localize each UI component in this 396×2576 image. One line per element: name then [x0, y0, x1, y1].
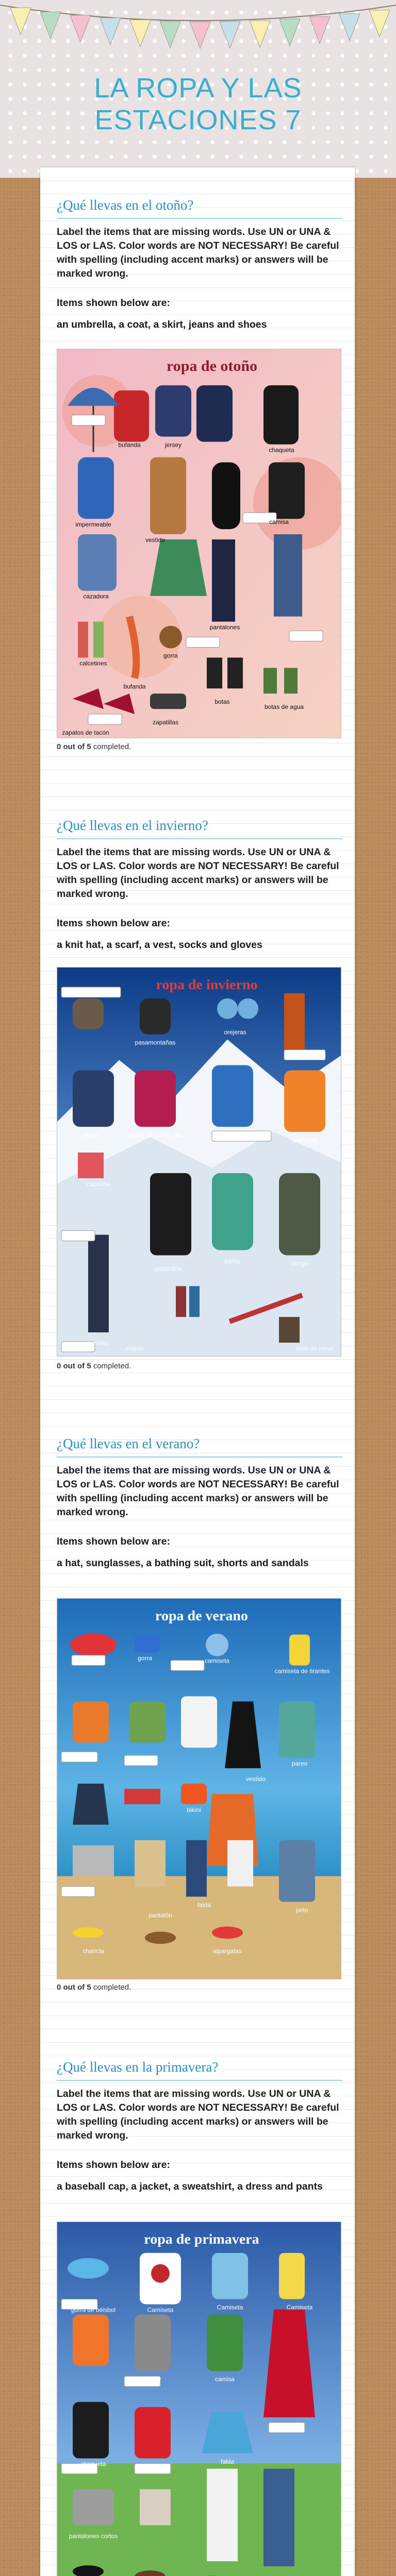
poster-item-label: alpargatas — [213, 1947, 242, 1955]
labeling-poster-otono — [57, 349, 341, 738]
items-title: Items shown below are: — [57, 297, 170, 309]
poster-image — [57, 968, 341, 1356]
poster-item-label: impermeable — [75, 521, 111, 529]
bunting-flag — [40, 12, 61, 39]
poster-item-label: pantalones — [209, 623, 240, 631]
items-list: an umbrella, a coat, a skirt, jeans and shoes — [57, 319, 267, 330]
bunting-flag — [160, 21, 180, 48]
items-list: a knit hat, a scarf, a vest, socks and gloves — [57, 939, 262, 951]
poster-item-label: chaqueta — [269, 446, 294, 454]
instructions-text: Label the items that are missing words. Use UN or UNA & LOS or LAS. Color words are NOT NECESSARY! Be careful with spelling (including accent marks) or answers will be marked wrong. — [57, 226, 339, 279]
content-card — [40, 167, 355, 2576]
svg-text:ropa de primavera: ropa de primavera — [144, 2231, 259, 2247]
items-title: Items shown below are: — [57, 2159, 170, 2171]
poster-item-label: vestido — [246, 1775, 266, 1783]
poster-item-label: Camiseta — [217, 2303, 243, 2311]
poster-item-label: bikini — [187, 1806, 201, 1814]
poster-item-label: bufanda — [118, 441, 141, 449]
labeling-poster-invierno — [57, 967, 341, 1357]
bunting-flag — [339, 14, 360, 41]
section-heading: ¿Qué llevas en el verano? — [57, 1436, 200, 1451]
poster-item-label: pasamontañas — [135, 1039, 176, 1046]
bunting-flag — [10, 8, 31, 35]
poster-item-label: cazadora — [83, 592, 109, 600]
section-heading: ¿Qué llevas en el otoño? — [57, 197, 194, 213]
poster-item-label: camisa — [215, 2376, 235, 2383]
poster-item-label: vestido — [145, 536, 165, 544]
poster-item-label: jersey — [144, 2376, 161, 2383]
bunting-flag — [250, 21, 270, 47]
heading-divider — [57, 2080, 342, 2081]
poster-item-label: bota de nieve — [296, 1345, 334, 1352]
bunting-flag — [130, 20, 151, 46]
bunting-flag — [220, 22, 240, 48]
poster-item-label: esquís — [125, 1345, 144, 1352]
poster-item-label: peto — [296, 1906, 308, 1914]
poster-item-label: Camiseta — [286, 2303, 313, 2311]
poster-item-label: pantalones — [78, 1340, 109, 1347]
bunting-flag — [100, 18, 121, 45]
page-title: LA ROPA Y LAS ESTACIONES 7 — [94, 73, 302, 135]
items-list: a hat, sunglasses, a bathing suit, shorts and sandals — [57, 1557, 309, 1569]
items-title: Items shown below are: — [57, 918, 170, 929]
poster-item-label: camiseta de tirantes — [274, 1667, 330, 1675]
heading-divider — [57, 1456, 342, 1458]
poster-item-label: chaqueta — [292, 1137, 318, 1144]
poster-item-label: jersey de cuello alto — [128, 1131, 183, 1139]
poster-item-label: pantalones cortos — [69, 2532, 118, 2540]
items-list: a baseball cap, a jacket, a sweatshirt, a dress and pants — [57, 2181, 323, 2192]
section-verano — [40, 1436, 355, 2049]
poster-item-label: bufanda — [123, 683, 146, 690]
poster-item-label: botas — [214, 698, 230, 706]
poster-item-label: jersey — [82, 1131, 99, 1139]
labeling-poster-verano — [57, 1598, 341, 1979]
poster-item-label: calcetines — [79, 659, 107, 667]
poster-item-label: camisa — [269, 518, 289, 526]
section-otono — [40, 197, 355, 795]
svg-text:ropa de verano: ropa de verano — [155, 1607, 248, 1624]
section-invierno — [40, 818, 355, 1415]
poster-item-label: parka — [225, 1257, 240, 1265]
poster-item-label: Camiseta — [147, 2306, 174, 2314]
poster-item-label: gabardina — [154, 1265, 182, 1273]
heading-divider — [57, 218, 342, 219]
poster-item-label: gorra — [138, 1654, 152, 1662]
poster-item-label: abrigo — [291, 1260, 308, 1267]
poster-item-label: chaqueta — [80, 2460, 106, 2468]
poster-item-label: capucha — [87, 1180, 110, 1188]
instructions-text: Label the items that are missing words. Use UN or UNA & LOS or LAS. Color words are NOT NECESSARY! Be careful with spelling (including accent marks) or answers will be marked wrong. — [57, 846, 339, 900]
svg-text:ropa de otoño: ropa de otoño — [166, 357, 258, 375]
section-heading: ¿Qué llevas en la primavera? — [57, 2059, 219, 2075]
items-title: Items shown below are: — [57, 1536, 170, 1547]
poster-item-label: jersey — [165, 441, 182, 449]
completion-status: 0 out of 5 completed. — [57, 1983, 131, 1992]
labeling-poster-primavera — [57, 2222, 341, 2576]
bunting-flag — [70, 15, 91, 42]
poster-item-label: pareo — [291, 1760, 308, 1768]
bunting-flag — [369, 10, 390, 37]
instructions-text: Label the items that are missing words. Use UN or UNA & LOS or LAS. Color words are NOT NECESSARY! Be careful with spelling (including accent marks) or answers will be marked wrong. — [57, 1465, 339, 1518]
poster-item-label: orejeras — [224, 1028, 246, 1036]
bunting-flag — [279, 19, 300, 46]
poster-item-label: gorra de béisbol — [71, 2306, 116, 2314]
poster-item-label: zapatillas — [153, 719, 178, 726]
poster-image — [57, 349, 341, 738]
poster-image — [57, 1599, 341, 1979]
poster-item-label: pantalón — [148, 1911, 172, 1919]
bunting-flag — [309, 17, 330, 44]
completion-status: 0 out of 5 completed. — [57, 1362, 131, 1370]
poster-item-label: zapatos de tacón — [62, 729, 109, 737]
completion-status: 0 out of 5 completed. — [57, 742, 131, 751]
heading-divider — [57, 838, 342, 839]
poster-item-label: falda — [197, 1901, 211, 1909]
section-primavera — [40, 2059, 355, 2576]
bunting-decoration — [0, 0, 396, 62]
page-header — [0, 0, 396, 178]
instructions-text: Label the items that are missing words. Use UN or UNA & LOS or LAS. Color words are NOT NECESSARY! Be careful with spelling (including accent marks) or answers will be marked wrong. — [57, 2088, 339, 2141]
poster-item-label: gorra — [163, 652, 178, 659]
poster-image — [57, 2222, 341, 2576]
section-heading: ¿Qué llevas en el invierno? — [57, 818, 208, 833]
poster-item-label: chancla — [82, 1947, 104, 1955]
svg-text:ropa de invierno: ropa de invierno — [156, 976, 258, 993]
poster-item-label: falda — [220, 2458, 235, 2465]
bunting-flag — [190, 22, 210, 48]
poster-item-label: botas de agua — [265, 703, 304, 711]
poster-item-label: camiseta — [205, 1657, 229, 1665]
